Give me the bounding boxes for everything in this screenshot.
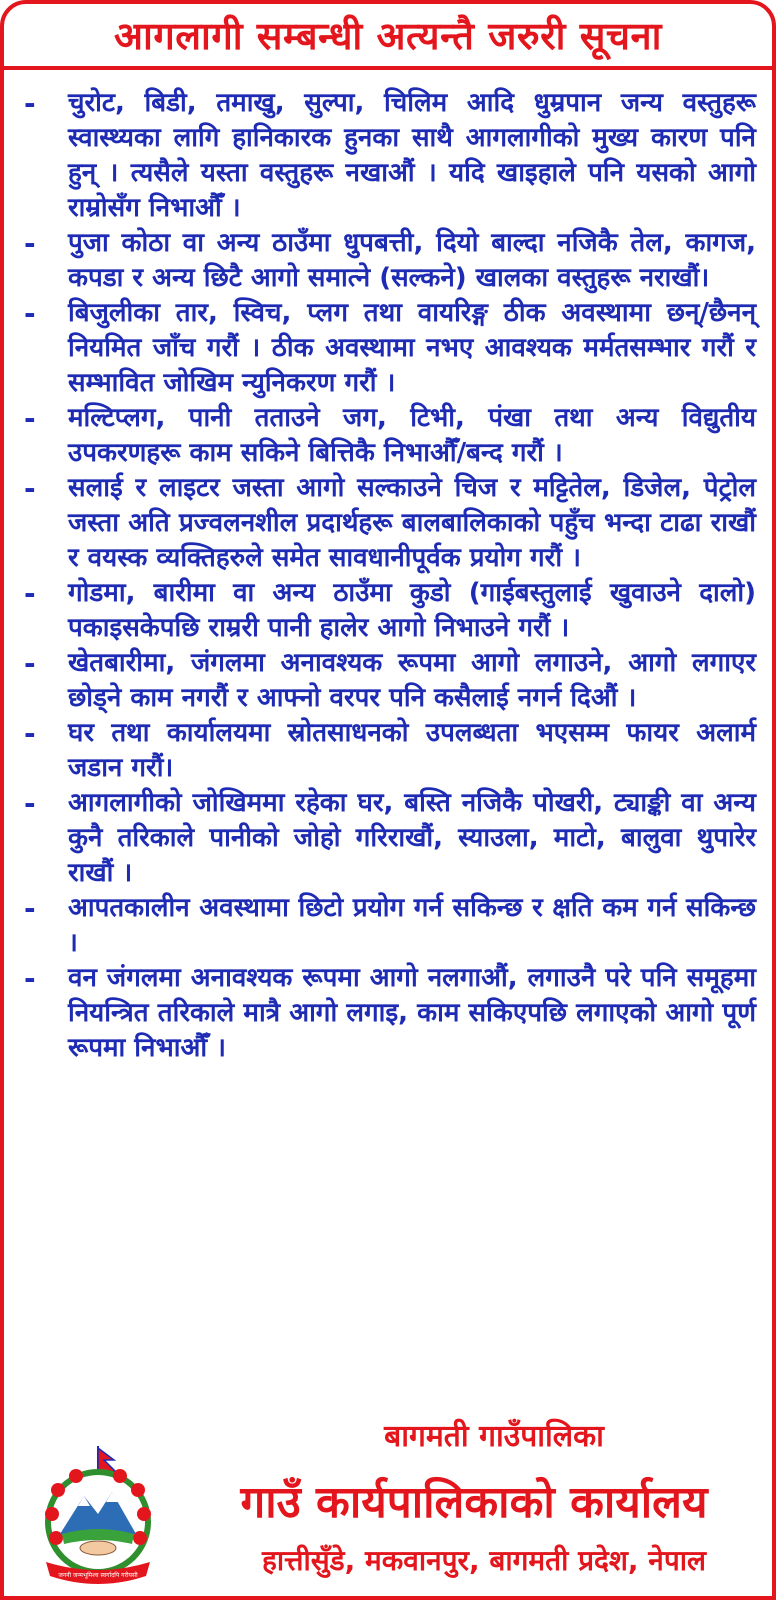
emblem-motto: जननी जन्मभूमिश्च स्वर्गादपि गरीयसी <box>58 1572 138 1579</box>
bullet-dash: - <box>24 647 36 680</box>
bullet-dash: - <box>24 87 36 120</box>
list-item <box>24 296 756 401</box>
item-text: बिजुलीका तार, स्विच, प्लग तथा वायरिङ्ग ठीक अवस्थामा छन्/छैनन् नियमित जाँच गरौं । ठीक अवस्थामा नभए आवश्यक मर्मतसम्भार गरौं र सम्भावित जोखिम न्युनिकरण गरौं । <box>68 298 756 398</box>
title-banner <box>4 4 772 70</box>
item-text: गोडमा, बारीमा वा अन्य ठाउँमा कुडो (गाईबस्तुलाई खुवाउने दालो) पकाइसकेपछि राम्ररी पानी हालेर आगो निभाउने गरौं । <box>68 578 756 643</box>
office-name: गाउँ कार्यपालिकाको कार्यालय <box>240 1477 708 1528</box>
list-item <box>24 646 756 716</box>
bullet-dash: - <box>24 227 36 260</box>
bullet-dash: - <box>24 577 36 610</box>
bullet-dash: - <box>24 787 36 820</box>
item-text: आपतकालीन अवस्थामा छिटो प्रयोग गर्न सकिन्छ र क्षति कम गर्न सकिन्छ । <box>68 893 756 958</box>
bullet-dash: - <box>24 297 36 330</box>
list-item <box>24 471 756 576</box>
list-item <box>24 786 756 891</box>
bullet-dash: - <box>24 717 36 750</box>
item-text: खेतबारीमा, जंगलमा अनावश्यक रूपमा आगो लगाउने, आगो लगाएर छोड्ने काम नगरौं र आफ्नो वरपर पनि कसैलाई नगर्न दिऔं । <box>68 648 756 713</box>
bullet-dash: - <box>24 472 36 505</box>
nepal-government-emblem-icon <box>28 1444 168 1592</box>
item-text: वन जंगलमा अनावश्यक रूपमा आगो नलगाऔं, लगाउनै परे पनि समूहमा नियन्त्रित तरिकाले मात्रै आगो लगाइ, काम सकिएपछि लगाएको आगो पूर्ण रूपमा निभाऔँ । <box>68 963 756 1063</box>
notice-list <box>24 86 756 1066</box>
list-item <box>24 891 756 961</box>
list-item <box>24 226 756 296</box>
list-item <box>24 401 756 471</box>
item-text: सलाई र लाइटर जस्ता आगो सल्काउने चिज र मट्टितेल, डिजेल, पेट्रोल जस्ता अति प्रज्वलनशील प्रदार्थहरू बालबालिकाको पहुँच भन्दा टाढा राखौं र वयस्क व्यक्तिहरुले समेत सावधानीपूर्वक प्रयोग गरौं । <box>68 473 756 573</box>
notice-title: आगलागी सम्बन्धी अत्यन्तै जरुरी सूचना <box>114 14 662 58</box>
bullet-dash: - <box>24 892 36 925</box>
item-text: घर तथा कार्यालयमा स्रोतसाधनको उपलब्धता भएसम्म फायर अलार्म जडान गरौं। <box>68 718 756 783</box>
list-item <box>24 86 756 226</box>
bullet-dash: - <box>24 402 36 435</box>
office-address: हात्तीसुँडे, मकवानपुर, बागमती प्रदेश, नेपाल <box>262 1544 706 1577</box>
list-item <box>24 576 756 646</box>
municipality-name: बागमती गाउँपालिका <box>384 1419 604 1454</box>
bullet-dash: - <box>24 962 36 995</box>
list-item <box>24 961 756 1066</box>
item-text: आगलागीको जोखिममा रहेका घर, बस्ति नजिकै पोखरी, ट्याङ्की वा अन्य कुनै तरिकाले पानीको जोहो गरिराखौं, स्याउला, माटो, बालुवा थुपारेर राखौं । <box>68 788 756 888</box>
item-text: चुरोट, बिडी, तमाखु, सुल्पा, चिलिम आदि धुम्रपान जन्य वस्तुहरू स्वास्थ्यका लागि हानिकारक हुनका साथै आगलागीको मुख्य कारण पनि हुन् । त्यसैले यस्ता वस्तुहरू नखाऔं । यदि खाइहाले पनि यसको आगो राम्रोसँग निभाऔँ । <box>68 88 756 223</box>
item-text: मल्टिप्लग, पानी तताउने जग, टिभी, पंखा तथा अन्य विद्युतीय उपकरणहरू काम सकिने बित्तिकै निभाऔँ/बन्द गरौं । <box>68 403 756 468</box>
item-text: पुजा कोठा वा अन्य ठाउँमा धुपबत्ती, दियो बाल्दा नजिकै तेल, कागज, कपडा र अन्य छिटै आगो समात्ने (सल्कने) खालका वस्तुहरू नराखौं। <box>68 228 756 293</box>
list-item <box>24 716 756 786</box>
